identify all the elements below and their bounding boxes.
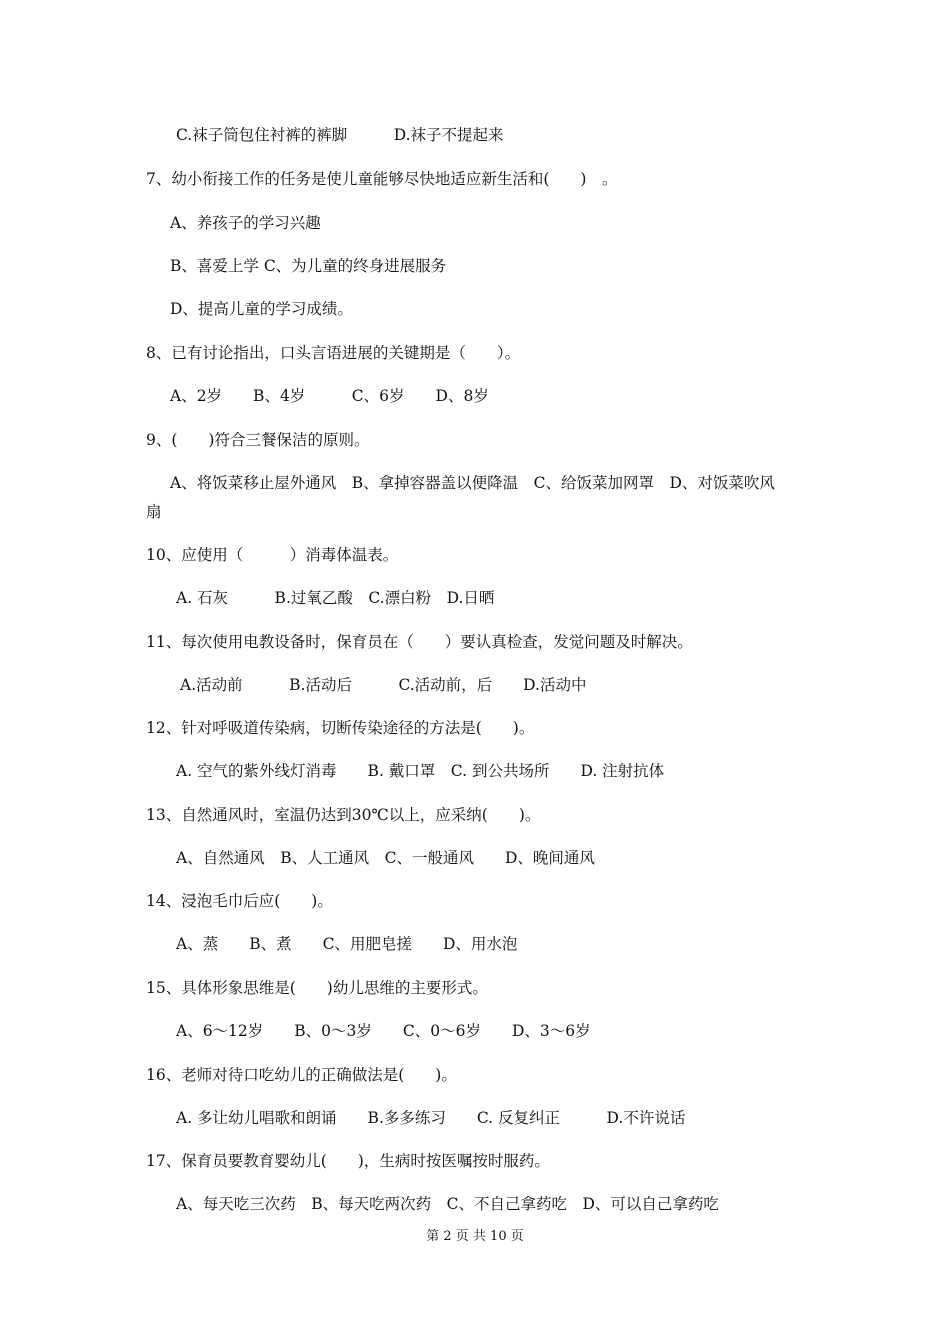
question-15: 15、具体形象思维是( )幼儿思维的主要形式。	[146, 979, 488, 997]
option-line-q17: A、每天吃三次药 B、每天吃两次药 C、不自己拿药吃 D、可以自己拿药吃	[176, 1195, 719, 1213]
option-line-q14: A、蒸 B、煮 C、用肥皂搓 D、用水泡	[176, 935, 518, 953]
question-10: 10、应使用（ ）消毒体温表。	[146, 546, 399, 564]
question-14: 14、浸泡毛巾后应( )。	[146, 892, 333, 910]
option-line-q7-a: A、养孩子的学习兴趣	[170, 214, 321, 232]
option-line-q8: A、2岁 B、4岁 C、6岁 D、8岁	[170, 387, 489, 405]
option-line-q16: A. 多让幼儿唱歌和朗诵 B.多多练习 C. 反复纠正 D.不许说话	[176, 1109, 686, 1127]
option-line-q6-cd: C.袜子筒包住衬裤的裤脚 D.袜子不提起来	[176, 126, 504, 144]
option-line-q11: A.活动前 B.活动后 C.活动前，后 D.活动中	[180, 676, 587, 694]
option-line-q9: A、将饭菜移止屋外通风 B、拿掉容器盖以便降温 C、给饭菜加网罩 D、对饭菜吹风	[170, 474, 775, 492]
question-12: 12、针对呼吸道传染病，切断传染途径的方法是( )。	[146, 719, 535, 737]
option-line-q9-wrap: 扇	[146, 503, 162, 521]
question-7: 7、幼小衔接工作的任务是使儿童能够尽快地适应新生活和( ) 。	[146, 170, 618, 188]
option-line-q12: A. 空气的紫外线灯消毒 B. 戴口罩 C. 到公共场所 D. 注射抗体	[176, 762, 665, 780]
option-line-q7-d: D、提高儿童的学习成绩。	[170, 300, 353, 318]
question-13: 13、自然通风时，室温仍达到30℃以上，应采纳( )。	[146, 806, 541, 824]
question-8: 8、已有讨论指出，口头言语进展的关键期是（ ）。	[146, 344, 521, 362]
question-9: 9、( )符合三餐保洁的原则。	[146, 431, 370, 449]
page-footer: 第 2 页 共 10 页	[426, 1229, 524, 1244]
option-line-q10: A. 石灰 B.过氧乙酸 C.漂白粉 D.日晒	[176, 589, 495, 607]
question-17: 17、保育员要教育婴幼儿( )，生病时按医嘱按时服药。	[146, 1152, 550, 1170]
option-line-q7-bc: B、喜爱上学 C、为儿童的终身进展服务	[170, 257, 447, 275]
option-line-q15: A、6～12岁 B、0～3岁 C、0～6岁 D、3～6岁	[176, 1022, 591, 1040]
question-11: 11、每次使用电教设备时，保育员在（ ）要认真检查，发觉问题及时解决。	[146, 633, 693, 651]
option-line-q13: A、自然通风 B、人工通风 C、一般通风 D、晚间通风	[176, 849, 595, 867]
question-16: 16、老师对待口吃幼儿的正确做法是( )。	[146, 1066, 457, 1084]
